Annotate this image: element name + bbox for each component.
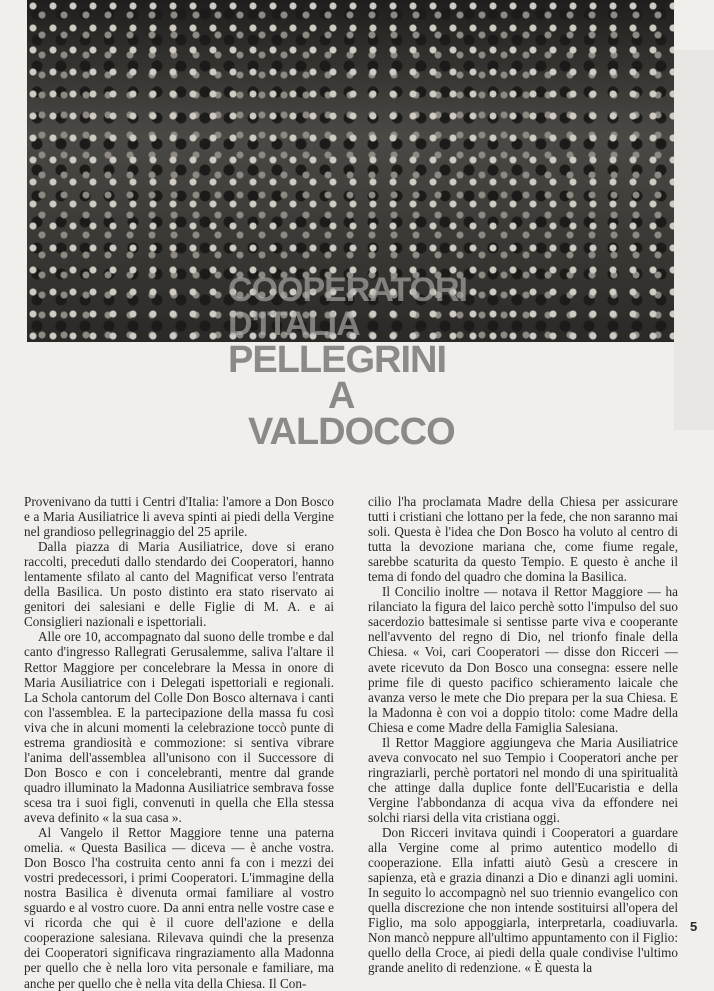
paragraph: Provenivano da tutti i Centri d'Italia: l'amore a Don Bosco e a Maria Ausiliatrice li aveva spinti ai piedi della Vergine nel grandioso pellegrinaggio del 25 aprile.: [24, 494, 334, 540]
paragraph: Il Concilio inoltre — notava il Rettor Maggiore — ha rilanciato la figura del laico perchè sotto l'impulso del suo sacerdozio battesimale si sentisse parte viva e cooperante nell'avvento del regno di Dio, nel trionfo finale della Chiesa. « Voi, cari Cooperatori — disse don Ricceri — avete ricevuto da Don Bosco una consegna: essere nelle prime file di questo pacifico schieramento laicale che avanza verso le mete che Dio prepara per la sua Chiesa. E la Madonna è con voi a doppio titolo: come Madre della Chiesa e come Madre della Famiglia Salesiana.: [368, 584, 678, 735]
left-column: [24, 494, 334, 991]
title-line-4: A: [328, 375, 355, 417]
title-line-2: D'ITALIA: [228, 305, 360, 343]
paragraph: Il Rettor Maggiore aggiungeva che Maria Ausiliatrice aveva convocato nel suo Tempio i Cooperatori anche per ringraziarli, perchè portatori nel mondo di una spiritualità che attinge dalla duplice fonte dell'Eucaristia e della Vergine l'abbondanza di acqua viva da effondere nei solchi riarsi della vita cristiana oggi.: [368, 734, 678, 825]
title-line-1: COOPERATORI: [228, 271, 467, 309]
paragraph: Alle ore 10, accompagnato dal suono delle trombe e dal canto d'ingresso Rallegrati Gerusalemme, saliva l'altare il Rettor Maggiore per concelebrare la Messa in onore di Maria Ausiliatrice con i Delegati ispettoriali e regionali. La Schola cantorum del Colle Don Bosco alternava i canti con l'assemblea. E la partecipazione della massa fu così viva che in alcuni momenti la celebrazione toccò punte di estrema grandiosità e commozione: si sentiva vibrare l'anima dell'assemblea all'unisono con il Successore di Don Bosco e con i concelebranti, mentre dal grande quadro illuminato la Madonna Ausiliatrice sembrava fosse scesa tra i suoi figli, convenuti in quella che Ella stessa aveva definito « la sua casa ».: [24, 629, 334, 825]
paragraph: Dalla piazza di Maria Ausiliatrice, dove si erano raccolti, preceduti dallo stendardo dei Cooperatori, hanno lentamente sfilato al canto del Magnificat verso l'entrata della Basilica. Un posto distinto era stato riservato ai genitori dei salesiani e delle Figlie di M. A. e ai Consiglieri nazionali e ispettoriali.: [24, 539, 334, 630]
title-line-3: PELLEGRINI: [228, 339, 447, 381]
right-column: [368, 494, 678, 976]
paragraph: cilio l'ha proclamata Madre della Chiesa per assicurare tutti i cristiani che lottano per la fede, che non saranno mai soli. Questa è l'idea che Don Bosco ha voluto al centro di tutta la devozione mariana che, come fiume regale, sarebbe scaturita da questo Tempio. E questo è anche il tema di fondo del quadro che domina la Basilica.: [368, 494, 678, 585]
paragraph: Don Ricceri invitava quindi i Cooperatori a guardare alla Vergine come al primo autentico modello di cooperazione. Ella infatti aiutò Gesù a crescere in sapienza, età e grazia dinanzi a Dio e dinanzi agli uomini. In seguito lo accompagnò nel suo triennio evangelico con quella discrezione che non intende sostituirsi all'opera del Figlio, ma solo appoggiarla, interpretarla, coadiuvarla. Non mancò neppure all'ultimo appuntamento con il Figlio: quello della Croce, ai piedi della quale condivise l'ultimo grande anelito di redenzione. « È questa la: [368, 825, 678, 976]
title-line-5: VALDOCCO: [248, 411, 455, 453]
paragraph: Al Vangelo il Rettor Maggiore tenne una paterna omelia. « Questa Basilica — diceva — è anche vostra. Don Bosco l'ha costruita cento anni fa con i mezzi dei vostri predecessori, i primi Cooperatori. L'immagine della nostra Basilica è divenuta ormai familiare al vostro sguardo e al vostro cuore. Da anni entra nelle vostre case e vi ricorda che qui è il cuore dell'azione e della cooperazione salesiana. Rilevava quindi che la presenza dei Cooperatori significava ringraziamento alla Madonna per quello che è nella loro vita personale e familiare, ma anche per quello che è nella vita della Chiesa. Il Con-: [24, 825, 334, 991]
page-margin-shade: [674, 50, 714, 430]
page-number: 5: [690, 919, 698, 934]
